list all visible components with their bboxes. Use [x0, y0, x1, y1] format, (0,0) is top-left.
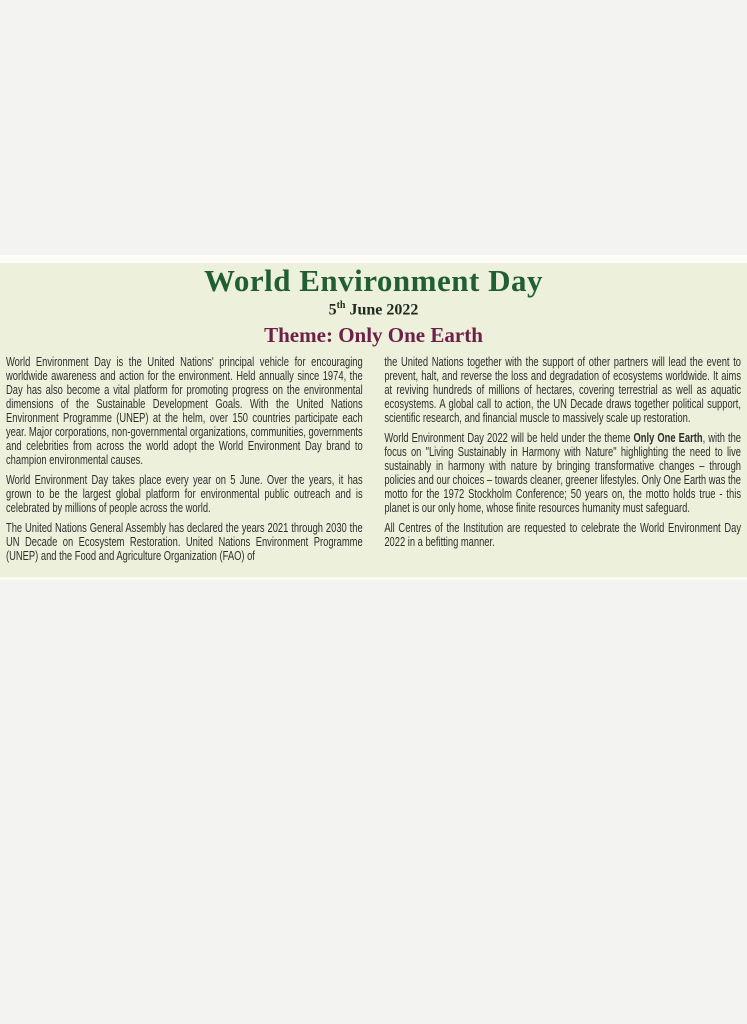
document-top-edge [0, 255, 747, 263]
paragraph [6, 521, 363, 563]
paragraph [384, 521, 741, 549]
right-column [384, 355, 741, 563]
two-column-body [6, 355, 741, 563]
text-run: , with the focus on "Living Sustainably in Harmony with Nature" highlighting the need to live sustainably in harmony with nature by bringing transformative changes – through policies and our choices – towards cleaner, greener lifestyles. Only One Earth was the motto for the 1972 Stockholm Conference; 50 years on, the motto holds true - this planet is our only home, whose finite resources humanity must safeguard. [384, 430, 742, 516]
text-run: All Centres of the Institution are requested to celebrate the World Environment Day 2022 in a befitting manner. [384, 520, 742, 550]
document-date [6, 297, 741, 318]
text-run: The United Nations General Assembly has declared the years 2021 through 2030 the UN Decade on Ecosystem Restoration. United Nations Environment Programme (UNEP) and the Food and Agriculture Organization (FAO) of [6, 520, 363, 564]
date-rest: June 2022 [345, 301, 419, 319]
document-body [0, 263, 747, 577]
left-column [6, 355, 363, 563]
text-run: World Environment Day is the United Nations' principal vehicle for encouraging worldwide awareness and action for the environment. Held annually since 1974, the Day has also become a vital platform for promoting progress on the environmental dimensions of the Sustainable Development Goals. With the United Nations Environment Programme (UNEP) at the helm, over 150 countries participate each year. Major corporations, non-governmental organizations, communities, governments and celebrities from across the world adopt the World Environment Day brand to champion environmental causes. [6, 354, 363, 468]
text-run: World Environment Day takes place every year on 5 June. Over the years, it has grown to be the largest global platform for environmental public outreach and is celebrated by millions of people across the world. [6, 472, 363, 516]
bold-text-run: Only One Earth [633, 430, 703, 446]
paragraph [384, 355, 741, 425]
document-bottom-edge [0, 577, 747, 580]
date-ordinal: th [336, 300, 346, 311]
text-run: the United Nations together with the support of other partners will lead the event to prevent, halt, and reverse the loss and degradation of ecosystems worldwide. It aims at reviving hundreds of millions of hectares, covering terrestrial as well as aquatic ecosystems. A global call to action, the UN Decade draws together political support, scientific research, and financial muscle to massively scale up restoration. [384, 354, 742, 426]
document-theme: Theme: Only One Earth [264, 323, 483, 348]
document-title: World Environment Day [204, 263, 543, 298]
paragraph [6, 355, 363, 467]
paragraph [6, 473, 363, 515]
date-day: 5 [328, 301, 337, 319]
paragraph [384, 431, 741, 515]
text-run: World Environment Day 2022 will be held under the theme [384, 430, 634, 446]
circular-document [0, 255, 747, 580]
